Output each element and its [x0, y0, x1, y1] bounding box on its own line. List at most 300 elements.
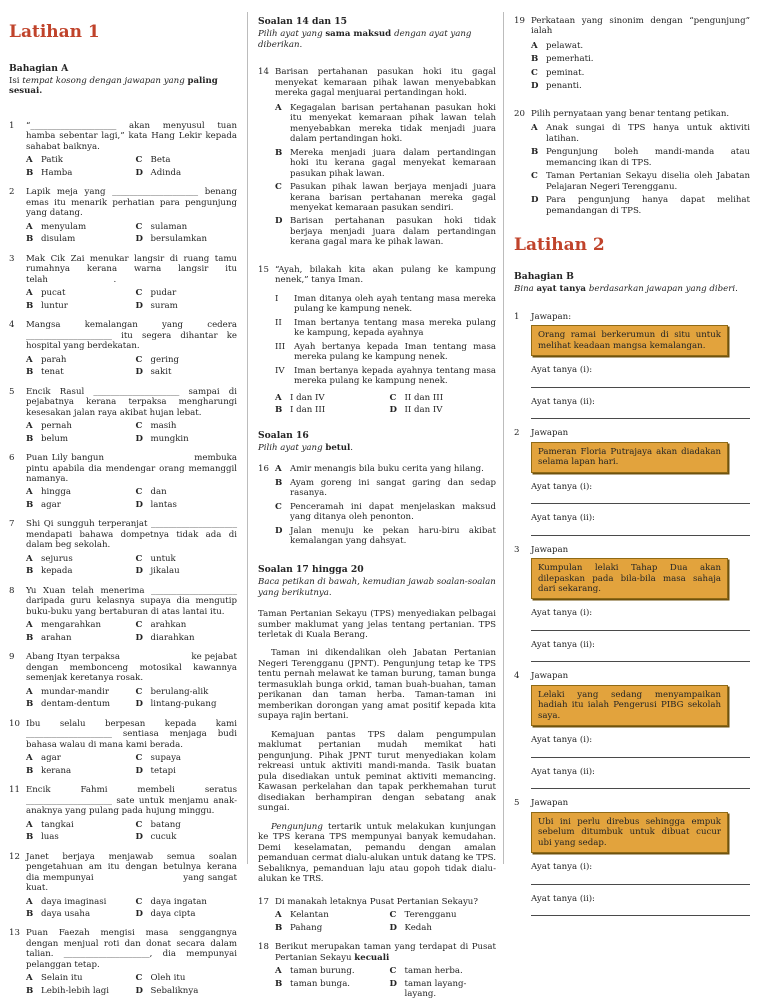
- answer-box: Pameran Floria Putrajaya akan diadakan selama lapan hari.: [531, 442, 728, 473]
- option-text: Iman bertanya kepada ayahnya tentang masa mereka pulang ke kampung nenek.: [294, 365, 496, 387]
- option: [26, 986, 128, 996]
- question-number: 6: [9, 453, 15, 464]
- option-letter: D: [135, 499, 143, 510]
- option-text: Pasukan pihak lawan berjaya menjadi juara kerana barisan pertahanan mereka gagal menyekat kemaraan pasukan sendiri.: [290, 182, 496, 213]
- option-text: Barisan pertahanan pasukan hoki tidak berjaya menjadi juara dalam pertandingan kerana gagal mara ke pihak lawan.: [290, 216, 496, 248]
- answer-item: [514, 671, 750, 789]
- reading-passage: [258, 609, 496, 885]
- question-body: [26, 121, 237, 178]
- question: [9, 187, 237, 244]
- option-letter: D: [135, 367, 143, 378]
- option: [275, 502, 496, 523]
- option: [26, 633, 128, 643]
- passage-paragraph: Taman Pertanian Sekayu (TPS) menyediakan pelbagai sumber maklumat yang jelas tentang pertanian. TPS terletak di Kuala Berang.: [258, 609, 496, 640]
- option-letter: A: [275, 392, 282, 403]
- instruction-text: Berikut merupakan taman yang terdapat di Pusat Pertanian Sekayu: [275, 942, 496, 963]
- option-letter: A: [26, 753, 33, 764]
- option: [136, 897, 238, 907]
- option-text: Sebaliknya: [150, 985, 199, 996]
- question-body: [531, 16, 750, 95]
- option-letter: D: [135, 765, 143, 776]
- option-letter: A: [531, 123, 538, 134]
- column-middle: [248, 12, 504, 1000]
- option-text: daya cipta: [150, 908, 196, 919]
- item-number: 3: [514, 544, 520, 555]
- option-letter: D: [135, 566, 143, 577]
- question-body: [531, 109, 750, 219]
- question: [9, 928, 237, 996]
- option-text: daya ingatan: [150, 896, 207, 907]
- option-text: agar: [41, 499, 61, 510]
- option: [26, 500, 128, 510]
- option: [275, 526, 496, 547]
- option-text: berulang-alik: [150, 686, 209, 697]
- question-number: 8: [9, 585, 15, 596]
- question-body: [26, 586, 237, 643]
- question-body: [26, 254, 237, 311]
- option: [531, 123, 750, 144]
- ayat-tanya-block: [531, 482, 750, 504]
- option: [136, 234, 238, 244]
- question-body: [275, 265, 496, 416]
- question-body: [26, 928, 237, 996]
- option: [26, 155, 128, 165]
- option-text: Pengunjung boleh mandi-manda atau memancing ikan di TPS.: [546, 147, 750, 168]
- jawapan-label: Jawapan:: [531, 311, 572, 322]
- question: [9, 121, 237, 178]
- option: [26, 487, 128, 497]
- latihan1-questions: [9, 121, 237, 996]
- question: [258, 942, 496, 999]
- option-letter: C: [531, 67, 538, 78]
- option-text: kerana: [41, 765, 72, 776]
- options-list: [531, 123, 750, 216]
- options-grid: [275, 393, 496, 416]
- option-text: Para pengunjung hanya dapat melihat pemandangan di TPS.: [546, 195, 750, 216]
- question-number: 20: [514, 108, 525, 119]
- option-text: suram: [150, 300, 178, 311]
- option: [275, 148, 496, 179]
- bahagian-a-heading: Bahagian A: [9, 62, 69, 74]
- option: [136, 168, 238, 178]
- option: [390, 405, 497, 415]
- option: [136, 500, 238, 510]
- question-text: “Ayah, bilakah kita akan pulang ke kampung nenek,” tanya Iman.: [275, 264, 496, 286]
- question-number: 9: [9, 652, 15, 663]
- option-letter: C: [135, 221, 143, 232]
- option-letter: C: [389, 966, 397, 977]
- question-body: [275, 464, 496, 549]
- question-19: [514, 16, 750, 95]
- question-20: [514, 109, 750, 219]
- option: [26, 288, 128, 298]
- ayat-tanya-label: Ayat tanya (ii):: [531, 766, 595, 777]
- option-letter: C: [135, 896, 143, 907]
- option-text: Ayam goreng ini sangat garing dan sedap rasanya.: [290, 477, 496, 499]
- question-number: 2: [9, 187, 15, 198]
- instruction-text: betul: [325, 442, 351, 453]
- question-number: 13: [9, 928, 20, 939]
- option: [26, 897, 128, 907]
- answer-write-line: [531, 746, 750, 758]
- option-text: dan: [150, 487, 167, 498]
- option-letter: B: [531, 147, 539, 158]
- option-text: cucuk: [150, 832, 177, 843]
- instruction-text: sama maksud: [325, 29, 395, 40]
- option-text: Taman Pertanian Sekayu diselia oleh Jabatan Pelajaran Negeri Terengganu.: [546, 171, 750, 192]
- option-text: tetapi: [150, 765, 176, 776]
- question-number: 15: [258, 264, 269, 275]
- option-letter: B: [26, 566, 34, 577]
- option: [136, 155, 238, 165]
- option-text: parah: [41, 354, 67, 365]
- question-number: 16: [258, 464, 269, 475]
- question-text: Janet berjaya menjawab semua soalan pengetahuan am itu dengan betulnya kerana dia mempunyai yang sangat kuat.: [26, 851, 237, 894]
- option-text: mungkin: [150, 433, 189, 444]
- item-body: [531, 798, 750, 916]
- passage-italic-word: Pengunjung: [271, 821, 323, 832]
- bahagian-b-heading: Bahagian B: [514, 271, 574, 282]
- option: [26, 820, 128, 830]
- question-14: [258, 67, 496, 251]
- option-letter: D: [389, 405, 397, 416]
- instruction-text: Pilih ayat yang: [258, 442, 326, 453]
- question-text: Perkataan yang sinonim dengan “pengunjung” ialah: [531, 16, 750, 37]
- option-letter: D: [135, 167, 143, 178]
- option-text: Patik: [41, 155, 63, 166]
- instruction-text: Pilih ayat yang: [258, 29, 326, 40]
- option-text: mundar-mandir: [41, 686, 110, 697]
- answer-write-line: [531, 619, 750, 631]
- option: [390, 966, 497, 976]
- question: [9, 254, 237, 311]
- option-letter: A: [26, 819, 33, 830]
- option-text: hingga: [41, 487, 71, 498]
- option-text: dentam-dentum: [41, 699, 111, 710]
- option-text: belum: [41, 433, 69, 444]
- option-text: Kelantan: [290, 910, 329, 921]
- option-letter: C: [135, 686, 143, 697]
- option-text: Kedah: [404, 922, 432, 933]
- question: [9, 852, 237, 920]
- option: [275, 366, 496, 387]
- question-text: Yu Xuan telah menerima ____________________ daripada guru kelasnya supaya dia mengutip buku-buku yang bertaburan di atas lantai itu.: [26, 585, 237, 617]
- option: [275, 923, 382, 933]
- question-number: 5: [9, 386, 15, 397]
- jawapan-label: Jawapan: [531, 671, 569, 682]
- option-letter: B: [26, 367, 34, 378]
- answer-box: Lelaki yang sedang menyampaikan hadiah itu ialah Pengerusi PIBG sekolah saya.: [531, 685, 728, 726]
- options-grid: [26, 687, 237, 710]
- option-letter: B: [26, 234, 34, 245]
- option: [26, 687, 128, 697]
- option: [26, 367, 128, 377]
- soalan-14-15-instruction: [258, 29, 496, 50]
- question-number: 11: [9, 785, 20, 796]
- option-letter: C: [135, 155, 143, 166]
- question-number: 17: [258, 896, 269, 907]
- answer-write-line: [531, 407, 750, 419]
- option-letter: B: [26, 985, 34, 996]
- question-body: [26, 519, 237, 576]
- option: [275, 464, 496, 474]
- item-body: [531, 312, 750, 419]
- options-combinations: [275, 393, 496, 416]
- option: [275, 910, 382, 920]
- instruction-text: kecuali: [354, 952, 390, 963]
- option: [136, 487, 238, 497]
- question-text: Lapik meja yang ____________________ benang emas itu menarik perhatian para pengunjung yang datang.: [26, 187, 237, 219]
- option: [26, 554, 128, 564]
- option-letter: D: [135, 699, 143, 710]
- option-text: pucat: [41, 288, 66, 299]
- answer-write-line: [531, 492, 750, 504]
- option-letter: C: [135, 620, 143, 631]
- option: [275, 182, 496, 213]
- option-letter: A: [26, 896, 33, 907]
- option-text: bersulamkan: [150, 234, 208, 245]
- option: [26, 168, 128, 178]
- option-letter: A: [26, 973, 33, 984]
- soalan-16-instruction: [258, 443, 496, 453]
- option-letter: C: [389, 392, 397, 403]
- option: [390, 910, 497, 920]
- soalan-17-20-instruction: [258, 577, 496, 598]
- item-number: 4: [514, 671, 520, 682]
- question: [9, 652, 237, 709]
- option-letter: D: [531, 195, 539, 206]
- option-text: masih: [150, 421, 177, 432]
- question: [9, 785, 237, 842]
- ayat-tanya-block: [531, 513, 750, 535]
- question: [9, 387, 237, 444]
- answer-box: Ubi ini perlu direbus sehingga empuk sebelum ditumbuk untuk dibuat cucur ubi yang sedap.: [531, 812, 728, 853]
- option-text: I dan IV: [290, 392, 325, 403]
- question-body: [26, 187, 237, 244]
- option-letter: B: [26, 300, 34, 311]
- option: [26, 832, 128, 842]
- ayat-tanya-block: [531, 767, 750, 789]
- question-text: Mangsa kemalangan yang cedera ____________________ itu segera dihantar ke hospital yang berdekatan.: [26, 320, 237, 352]
- option-letter: D: [389, 922, 397, 933]
- option: [26, 434, 128, 444]
- option-text: taman burung.: [290, 966, 355, 977]
- option-text: diarahkan: [150, 632, 195, 643]
- option-text: II dan III: [404, 392, 444, 403]
- option: [275, 478, 496, 499]
- question-text: “____________________ akan menyusul tuan hamba sebentar lagi,” kata Hang Lekir kepada sahabat baiknya.: [26, 120, 237, 152]
- statements-list: [275, 294, 496, 387]
- option: [136, 973, 238, 983]
- instruction-text: dengan ayat yang diberikan.: [258, 29, 472, 50]
- option-text: supaya: [150, 753, 182, 764]
- question-body: [26, 785, 237, 842]
- option-text: penanti.: [546, 81, 582, 92]
- option-text: kepada: [41, 566, 73, 577]
- ayat-tanya-label: Ayat tanya (i):: [531, 365, 593, 376]
- question-body: [26, 320, 237, 377]
- ayat-tanya-label: Ayat tanya (ii):: [531, 513, 595, 524]
- ayat-tanya-block: [531, 735, 750, 757]
- question-body: [26, 719, 237, 776]
- option-text: arahkan: [150, 620, 187, 631]
- option: [26, 234, 128, 244]
- question: [9, 320, 237, 377]
- option-letter: B: [275, 405, 283, 416]
- option: [26, 222, 128, 232]
- option: [136, 367, 238, 377]
- options-grid: [26, 897, 237, 920]
- question: [9, 519, 237, 576]
- option-letter: A: [26, 354, 33, 365]
- question-text: Puan Lily bangun membuka pintu apabila dia mendengar orang memanggil namanya.: [26, 453, 237, 484]
- item-number: 2: [514, 428, 520, 439]
- ayat-tanya-label: Ayat tanya (i):: [531, 735, 593, 746]
- option-text: Anak sungai di TPS hanya untuk aktiviti latihan.: [546, 123, 750, 144]
- instruction-text: ayat tanya: [536, 284, 589, 295]
- answer-box: Orang ramai berkerumun di situ untuk melihat keadaan mangsa kemalangan.: [531, 325, 728, 356]
- answer-write-line: [531, 873, 750, 885]
- question-text: Pilih pernyataan yang benar tentang petikan.: [531, 108, 730, 119]
- option: [136, 421, 238, 431]
- option-letter: D: [135, 908, 143, 919]
- question-number: 3: [9, 253, 15, 264]
- option: [275, 966, 382, 976]
- option: [531, 171, 750, 192]
- option-letter: D: [135, 234, 143, 245]
- option-letter: III: [275, 341, 286, 352]
- question-text: Encik Rasul ____________________ sampai di pejabatnya kerana terpaksa mengharungi kesesakan jalan raya akibat hujan lebat.: [26, 386, 237, 418]
- option-letter: C: [135, 819, 143, 830]
- option-letter: A: [26, 155, 33, 166]
- option-letter: A: [26, 553, 33, 564]
- column-right: [504, 12, 764, 904]
- passage-paragraph: [258, 822, 496, 885]
- options-grid: [26, 487, 237, 510]
- option-text: Adinda: [150, 167, 182, 178]
- question-text: Di manakah letaknya Pusat Pertanian Sekayu?: [275, 896, 478, 907]
- option: [531, 81, 750, 91]
- question-text: Abang Ityan terpaksa ke pejabat dengan membonceng motosikal kawannya semenjak keretanya rosak.: [26, 652, 237, 684]
- ayat-tanya-label: Ayat tanya (ii):: [531, 639, 595, 650]
- question-number: 19: [514, 16, 525, 26]
- jawapan-label: Jawapan: [531, 428, 569, 439]
- ayat-tanya-block: [531, 608, 750, 630]
- question: [9, 586, 237, 643]
- option: [26, 301, 128, 311]
- question-body: [26, 652, 237, 709]
- options-grid: [26, 820, 237, 843]
- option-letter: B: [26, 632, 34, 643]
- options-grid: [26, 620, 237, 643]
- option: [275, 318, 496, 339]
- options-grid: [26, 288, 237, 311]
- latihan2-items: [514, 312, 750, 917]
- option-text: agar: [41, 753, 61, 764]
- answer-item: [514, 798, 750, 916]
- option-letter: A: [26, 421, 33, 432]
- ayat-tanya-label: Ayat tanya (i):: [531, 608, 593, 619]
- question-text: Mak Cik Zai menukar langsir di ruang tamu rumahnya kerana warna langsir itu telah .: [26, 253, 237, 285]
- option-text: Hamba: [41, 167, 73, 178]
- instruction-text: paling sesuai.: [9, 75, 218, 97]
- option-text: pemerhati.: [546, 54, 594, 65]
- option-letter: C: [389, 910, 397, 921]
- option-letter: D: [135, 632, 143, 643]
- option: [275, 393, 382, 403]
- option-letter: D: [135, 832, 143, 843]
- option-text: Selain itu: [41, 973, 83, 984]
- option-text: daya imaginasi: [41, 896, 107, 907]
- question-number: 10: [9, 718, 20, 729]
- option-text: jikalau: [150, 566, 180, 577]
- option-letter: B: [531, 54, 539, 65]
- instruction-text: Baca petikan di bawah, kemudian jawab soalan-soalan yang berikutnya.: [258, 577, 496, 598]
- option: [136, 355, 238, 365]
- option-text: sakit: [150, 367, 172, 378]
- option-letter: C: [531, 171, 538, 182]
- latihan2-instruction: [514, 284, 750, 294]
- option-text: luntur: [41, 300, 68, 311]
- option-letter: IV: [275, 365, 285, 376]
- options-grid: [275, 966, 496, 999]
- answer-item: [514, 312, 750, 419]
- option-text: taman layang-layang.: [404, 978, 467, 1000]
- instruction-text: Isi: [9, 75, 23, 86]
- item-body: [531, 428, 750, 535]
- option-letter: C: [135, 421, 143, 432]
- option-text: tangkai: [41, 819, 74, 830]
- ayat-tanya-label: Ayat tanya (ii):: [531, 893, 595, 904]
- option-text: Lebih-lebih lagi: [41, 985, 109, 996]
- option: [136, 554, 238, 564]
- option-text: arahan: [41, 632, 72, 643]
- jawapan-label: Jawapan: [531, 798, 569, 809]
- question-number: 7: [9, 519, 15, 530]
- passage-paragraph: Kemajuan pantas TPS dalam pengumpulan maklumat pertanian mudah memikat hati pengunjung. Pihak JPNT turut menyediakan kolam rekreasi untuk aktiviti mandi-manda. Tasik buatan pula disediakan untuk peminat aktiviti memancing. Kawasan perkelahan dan tapak perkhemahan turut disediakan berhampiran dengan sebatang anak sungai.: [258, 729, 496, 814]
- option-text: Oleh itu: [150, 973, 186, 984]
- answer-write-line: [531, 650, 750, 662]
- option-letter: B: [275, 922, 283, 933]
- option-letter: A: [26, 288, 33, 299]
- ayat-tanya-label: Ayat tanya (i):: [531, 862, 593, 873]
- instruction-text: tempat kosong dengan jawapan yang: [22, 75, 188, 86]
- option-text: taman bunga.: [290, 978, 351, 989]
- option: [136, 699, 238, 709]
- option-letter: A: [531, 40, 538, 51]
- options-list: [275, 103, 496, 248]
- question-text: [275, 942, 496, 963]
- option-text: Ayah bertanya kepada Iman tentang masa mereka pulang ke kampung nenek.: [294, 341, 496, 363]
- question-15: [258, 265, 496, 416]
- options-grid: [26, 155, 237, 178]
- option-text: Amir menangis bila buku cerita yang hilang.: [290, 464, 484, 475]
- option-letter: C: [135, 354, 143, 365]
- answer-write-line: [531, 524, 750, 536]
- option-letter: D: [275, 525, 283, 536]
- option-text: gering: [150, 354, 179, 365]
- option-text: tenat: [41, 367, 64, 378]
- soalan-16-heading: Soalan 16: [258, 429, 309, 441]
- soalan-17-20-heading: Soalan 17 hingga 20: [258, 563, 364, 575]
- option-text: Iman bertanya tentang masa mereka pulang ke kampung, kepada ayahnya: [294, 317, 496, 339]
- option-text: I dan III: [290, 405, 326, 416]
- option: [136, 288, 238, 298]
- options-grid: [275, 910, 496, 933]
- option-text: pernah: [41, 421, 72, 432]
- option-letter: C: [135, 753, 143, 764]
- option-letter: D: [135, 985, 143, 996]
